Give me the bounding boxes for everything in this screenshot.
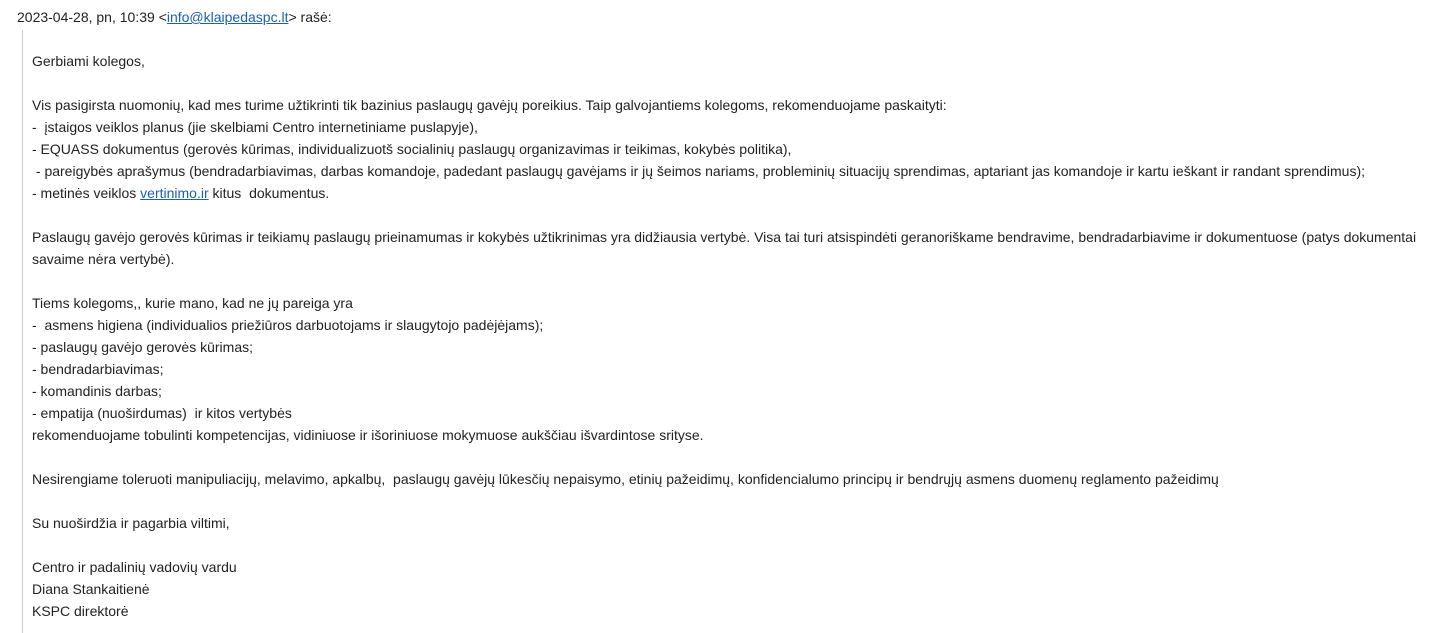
spacer xyxy=(32,204,1440,226)
list-item-suffix: kitus dokumentus. xyxy=(208,185,330,201)
list-item: - EQUASS dokumentus (gerovės kūrimas, individualizuotš socialinių paslaugų organizavimas ir teikimas, kokybės politika), xyxy=(32,141,792,157)
list-item: - empatija (nuoširdumas) ir kitos vertybės xyxy=(32,405,292,421)
list-item: - asmens higiena (individualios priežiūros darbuotojams ir slaugytojo padėjėjams); xyxy=(32,317,544,333)
greeting: Gerbiami kolegos, xyxy=(32,53,145,69)
paragraph-2: Paslaugų gavėjo gerovės kūrimas ir teikiamų paslaugų prieinamumas ir kokybės užtikrinimas yra didžiausia vertybė. Visa tai turi atsispindėti geranoriškame bendravime, bendradarbiavime ir dokumentuose (patys dokumentai savaime nėra vertybė). xyxy=(32,229,1417,267)
quote-attribution xyxy=(17,7,332,27)
paragraph-3-intro: Tiems kolegoms,, kurie mano, kad ne jų pareiga yra xyxy=(32,295,353,311)
sender-email-link[interactable]: info@klaipedaspc.lt xyxy=(166,9,289,25)
list-item xyxy=(32,182,1440,204)
spacer xyxy=(32,490,1440,512)
spacer xyxy=(32,446,1440,468)
paragraph-1-intro: Vis pasigirsta nuomonių, kad mes turime užtikrinti tik bazinius paslaugų gavėjų poreikius. Taip galvojantiems kolegoms, rekomenduojame paskaityti: xyxy=(32,97,947,113)
list-item-prefix: - metinės veiklos xyxy=(32,185,141,201)
signature-name: Diana Stankaitienė xyxy=(32,581,150,597)
quoted-message xyxy=(22,30,1440,633)
list-item: - bendradarbiavimas; xyxy=(32,361,164,377)
spacer xyxy=(32,72,1440,94)
spacer xyxy=(32,270,1440,292)
signature-title: KSPC direktorė xyxy=(32,603,129,619)
paragraph-3-outro: rekomenduojame tobulinti kompetencijas, vidiniuose ir išoriniuose mokymuose aukščiau išvardintose srityse. xyxy=(32,427,704,443)
list-item: - pareigybės aprašymus (bendradarbiavimas, darbas komandoje, padedant paslaugų gavėjams ir jų šeimos nariams, probleminių situacijų sprendimas, aptariant jas komandoje ir kartu ieškant ir randant sprendimus); xyxy=(32,163,1366,179)
attribution-suffix: > rašė: xyxy=(288,9,332,25)
signature-line: Centro ir padalinių vadovių vardu xyxy=(32,559,237,575)
spacer xyxy=(32,534,1440,556)
closing-line: Su nuoširdžia ir pagarbia viltimi, xyxy=(32,515,230,531)
list-item: - paslaugų gavėjo gerovės kūrimas; xyxy=(32,339,254,355)
attribution-date: 2023-04-28, pn, 10:39 < xyxy=(17,9,167,25)
paragraph-4: Nesirengiame toleruoti manipuliacijų, melavimo, apkalbų, paslaugų gavėjų lūkesčių nepaisymo, etinių pažeidimų, konfidencialumo principų ir bendrųjų asmens duomenų reglamento pažeidimų xyxy=(32,471,1219,487)
vertinimo-link[interactable]: vertinimo.ir xyxy=(140,185,209,201)
list-item: - įstaigos veiklos planus (jie skelbiami Centro internetiniame puslapyje), xyxy=(32,119,478,135)
message-body xyxy=(32,30,1440,622)
list-item: - komandinis darbas; xyxy=(32,383,162,399)
